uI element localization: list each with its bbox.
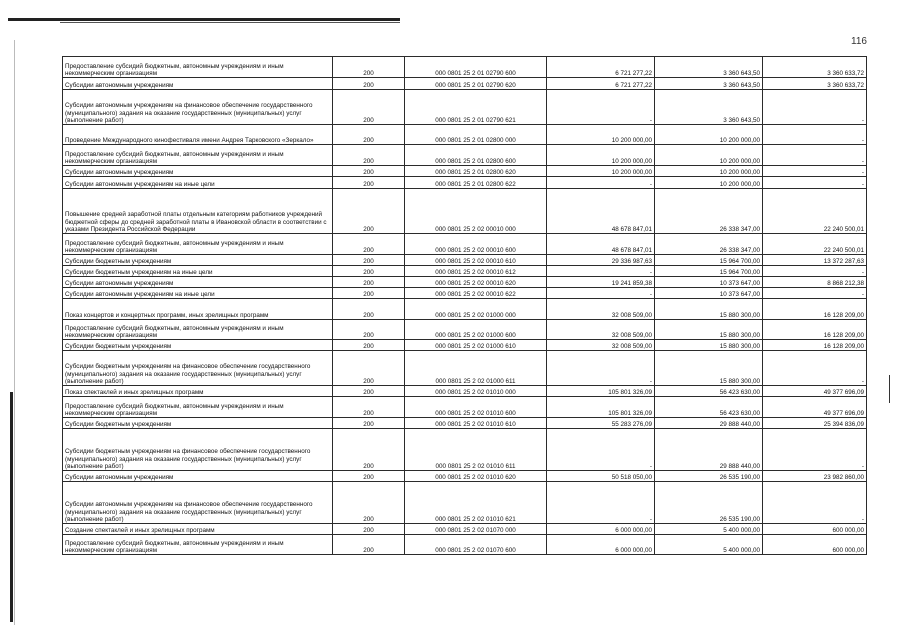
table-row <box>63 418 867 429</box>
row-name-cell: Субсидии автономным учреждениям <box>63 277 333 288</box>
row-kbk-cell: 000 0801 25 2 02 01010 610 <box>405 418 547 429</box>
row-amount-first-cell: 15 964 700,00 <box>655 266 763 277</box>
row-kbk-cell: 000 0801 25 2 01 02790 600 <box>405 57 547 78</box>
row-amount-second-cell: 22 240 500,01 <box>763 189 867 234</box>
row-amount-second-cell: - <box>763 266 867 277</box>
row-code-cell: 200 <box>333 471 405 482</box>
row-code-cell: 200 <box>333 482 405 524</box>
row-name-cell: Показ спектаклей и иных зрелищных программ <box>63 386 333 397</box>
row-kbk-cell: 000 0801 25 2 02 01000 600 <box>405 320 547 340</box>
row-amount-total-cell: 48 678 847,01 <box>547 234 655 255</box>
row-code-cell: 200 <box>333 90 405 125</box>
row-kbk-cell: 000 0801 25 2 02 01010 600 <box>405 397 547 418</box>
row-amount-total-cell: 10 200 000,00 <box>547 125 655 145</box>
row-amount-second-cell: 600 000,00 <box>763 535 867 555</box>
table-row <box>63 340 867 351</box>
table-row <box>63 524 867 535</box>
row-code-cell: 200 <box>333 234 405 255</box>
row-name-cell: Субсидии бюджетным учреждениям <box>63 418 333 429</box>
row-name-cell: Субсидии автономным учреждениям <box>63 166 333 177</box>
table-row <box>63 166 867 177</box>
table-row <box>63 57 867 78</box>
row-amount-total-cell: 55 283 276,09 <box>547 418 655 429</box>
row-amount-total-cell: 10 200 000,00 <box>547 145 655 166</box>
row-amount-first-cell: 10 373 647,00 <box>655 288 763 299</box>
row-amount-second-cell: 49 377 696,09 <box>763 386 867 397</box>
row-amount-second-cell: 13 372 287,63 <box>763 255 867 266</box>
table-row <box>63 429 867 471</box>
row-amount-first-cell: 10 200 000,00 <box>655 166 763 177</box>
row-amount-total-cell: 32 008 509,00 <box>547 320 655 340</box>
row-amount-first-cell: 26 338 347,00 <box>655 189 763 234</box>
row-amount-second-cell: 25 394 836,09 <box>763 418 867 429</box>
row-amount-total-cell: - <box>547 177 655 189</box>
row-code-cell: 200 <box>333 288 405 299</box>
row-name-cell: Показ концертов и концертных программ, иных зрелищных программ <box>63 299 333 320</box>
table-row <box>63 288 867 299</box>
row-kbk-cell: 000 0801 25 2 01 02800 622 <box>405 177 547 189</box>
row-name-cell: Субсидии бюджетным учреждениям <box>63 340 333 351</box>
row-amount-first-cell: 15 880 300,00 <box>655 320 763 340</box>
row-amount-second-cell: 8 868 212,38 <box>763 277 867 288</box>
row-code-cell: 200 <box>333 397 405 418</box>
row-amount-total-cell: 32 008 509,00 <box>547 299 655 320</box>
row-kbk-cell: 000 0801 25 2 02 00010 622 <box>405 288 547 299</box>
row-amount-first-cell: 56 423 630,00 <box>655 386 763 397</box>
row-amount-first-cell: 56 423 630,00 <box>655 397 763 418</box>
row-amount-second-cell: 16 128 209,00 <box>763 340 867 351</box>
table-row <box>63 471 867 482</box>
row-amount-second-cell: - <box>763 351 867 386</box>
row-code-cell: 200 <box>333 320 405 340</box>
row-code-cell: 200 <box>333 340 405 351</box>
row-amount-first-cell: 26 338 347,00 <box>655 234 763 255</box>
row-amount-second-cell: - <box>763 125 867 145</box>
row-name-cell: Предоставление субсидий бюджетным, автономным учреждениям и иным некоммерческим организациям <box>63 397 333 418</box>
row-amount-first-cell: 15 880 300,00 <box>655 340 763 351</box>
row-amount-first-cell: 10 200 000,00 <box>655 177 763 189</box>
row-name-cell: Субсидии автономным учреждениям на финансовое обеспечение государственного (муниципального) задания на оказание государственных (муниципальных) услуг (выполнение работ) <box>63 482 333 524</box>
row-amount-total-cell: 6 721 277,22 <box>547 78 655 90</box>
row-kbk-cell: 000 0801 25 2 02 01000 611 <box>405 351 547 386</box>
row-name-cell: Предоставление субсидий бюджетным, автономным учреждениям и иным некоммерческим организациям <box>63 57 333 78</box>
row-amount-second-cell: 49 377 696,09 <box>763 397 867 418</box>
row-name-cell: Предоставление субсидий бюджетным, автономным учреждениям и иным некоммерческим организациям <box>63 535 333 555</box>
row-code-cell: 200 <box>333 189 405 234</box>
row-amount-first-cell: 10 200 000,00 <box>655 125 763 145</box>
row-amount-second-cell: 3 360 633,72 <box>763 57 867 78</box>
row-amount-total-cell: 10 200 000,00 <box>547 166 655 177</box>
row-amount-total-cell: 19 241 859,38 <box>547 277 655 288</box>
row-name-cell: Создание спектаклей и иных зрелищных программ <box>63 524 333 535</box>
row-kbk-cell: 000 0801 25 2 02 01010 621 <box>405 482 547 524</box>
row-code-cell: 200 <box>333 386 405 397</box>
budget-table <box>62 56 867 555</box>
row-code-cell: 200 <box>333 535 405 555</box>
row-amount-first-cell: 15 880 300,00 <box>655 299 763 320</box>
row-amount-total-cell: - <box>547 429 655 471</box>
row-kbk-cell: 000 0801 25 2 02 00010 612 <box>405 266 547 277</box>
row-amount-total-cell: 6 000 000,00 <box>547 524 655 535</box>
row-amount-total-cell: 105 801 326,09 <box>547 397 655 418</box>
row-amount-second-cell: - <box>763 145 867 166</box>
table-row <box>63 189 867 234</box>
row-amount-first-cell: 3 360 643,50 <box>655 90 763 125</box>
row-amount-second-cell: 23 982 860,00 <box>763 471 867 482</box>
table-row <box>63 177 867 189</box>
row-kbk-cell: 000 0801 25 2 02 00010 000 <box>405 189 547 234</box>
row-amount-first-cell: 10 373 647,00 <box>655 277 763 288</box>
budget-table-body <box>63 57 867 555</box>
row-amount-total-cell: 29 336 987,63 <box>547 255 655 266</box>
row-amount-second-cell: 600 000,00 <box>763 524 867 535</box>
row-amount-total-cell: 105 801 326,09 <box>547 386 655 397</box>
row-name-cell: Предоставление субсидий бюджетным, автономным учреждениям и иным некоммерческим организациям <box>63 145 333 166</box>
table-row <box>63 234 867 255</box>
row-name-cell: Предоставление субсидий бюджетным, автономным учреждениям и иным некоммерческим организациям <box>63 234 333 255</box>
row-kbk-cell: 000 0801 25 2 02 01000 610 <box>405 340 547 351</box>
row-name-cell: Субсидии автономным учреждениям на финансовое обеспечение государственного (муниципального) задания на оказание государственных (муниципальных) услуг (выполнение работ) <box>63 90 333 125</box>
row-amount-total-cell: 50 518 050,00 <box>547 471 655 482</box>
row-code-cell: 200 <box>333 125 405 145</box>
row-amount-first-cell: 26 535 190,00 <box>655 471 763 482</box>
row-kbk-cell: 000 0801 25 2 02 01010 611 <box>405 429 547 471</box>
row-amount-first-cell: 26 535 190,00 <box>655 482 763 524</box>
row-code-cell: 200 <box>333 524 405 535</box>
left-margin-bar <box>10 392 13 622</box>
row-code-cell: 200 <box>333 255 405 266</box>
page-number: 116 <box>851 36 867 47</box>
row-kbk-cell: 000 0801 25 2 02 01010 620 <box>405 471 547 482</box>
row-kbk-cell: 000 0801 25 2 01 02790 620 <box>405 78 547 90</box>
row-amount-first-cell: 3 360 643,50 <box>655 78 763 90</box>
row-name-cell: Субсидии бюджетным учреждениям <box>63 255 333 266</box>
row-amount-first-cell: 5 400 000,00 <box>655 524 763 535</box>
row-amount-first-cell: 29 888 440,00 <box>655 429 763 471</box>
row-name-cell: Предоставление субсидий бюджетным, автономным учреждениям и иным некоммерческим организациям <box>63 320 333 340</box>
row-code-cell: 200 <box>333 145 405 166</box>
table-row <box>63 78 867 90</box>
row-amount-total-cell: 6 721 277,22 <box>547 57 655 78</box>
row-name-cell: Субсидии автономным учреждениям <box>63 471 333 482</box>
row-code-cell: 200 <box>333 266 405 277</box>
table-row <box>63 125 867 145</box>
row-amount-first-cell: 15 964 700,00 <box>655 255 763 266</box>
row-name-cell: Субсидии автономным учреждениям на иные цели <box>63 288 333 299</box>
row-name-cell: Субсидии автономным учреждениям на иные цели <box>63 177 333 189</box>
row-code-cell: 200 <box>333 277 405 288</box>
table-row <box>63 90 867 125</box>
row-amount-total-cell: 6 000 000,00 <box>547 535 655 555</box>
top-rule-thin <box>60 22 400 23</box>
row-kbk-cell: 000 0801 25 2 01 02800 000 <box>405 125 547 145</box>
row-amount-second-cell: 22 240 500,01 <box>763 234 867 255</box>
table-row <box>63 266 867 277</box>
table-row <box>63 386 867 397</box>
row-name-cell: Проведение Международного кинофестиваля имени Андрея Тарковского «Зеркало» <box>63 125 333 145</box>
row-amount-total-cell: 32 008 509,00 <box>547 340 655 351</box>
row-kbk-cell: 000 0801 25 2 02 00010 610 <box>405 255 547 266</box>
row-amount-second-cell: 16 128 209,00 <box>763 299 867 320</box>
row-kbk-cell: 000 0801 25 2 02 01070 000 <box>405 524 547 535</box>
row-amount-total-cell: - <box>547 90 655 125</box>
row-code-cell: 200 <box>333 351 405 386</box>
row-kbk-cell: 000 0801 25 2 02 01000 000 <box>405 299 547 320</box>
row-amount-total-cell: - <box>547 266 655 277</box>
row-amount-second-cell: 16 128 209,00 <box>763 320 867 340</box>
table-row <box>63 299 867 320</box>
row-code-cell: 200 <box>333 429 405 471</box>
row-code-cell: 200 <box>333 166 405 177</box>
table-row <box>63 351 867 386</box>
row-code-cell: 200 <box>333 177 405 189</box>
row-amount-second-cell: 3 360 633,72 <box>763 78 867 90</box>
row-amount-second-cell: - <box>763 177 867 189</box>
left-margin-line <box>14 40 15 625</box>
row-amount-total-cell: 48 678 847,01 <box>547 189 655 234</box>
row-name-cell: Субсидии автономным учреждениям <box>63 78 333 90</box>
row-amount-total-cell: - <box>547 482 655 524</box>
row-code-cell: 200 <box>333 418 405 429</box>
table-row <box>63 255 867 266</box>
row-code-cell: 200 <box>333 78 405 90</box>
row-amount-first-cell: 5 400 000,00 <box>655 535 763 555</box>
table-row <box>63 145 867 166</box>
top-rule <box>8 18 400 21</box>
row-name-cell: Повышение средней заработной платы отдельным категориям работников учреждений бюджетной сферы до средней заработной платы в Ивановской области в соответствии с указами Президента Российской Федерации <box>63 189 333 234</box>
table-row <box>63 535 867 555</box>
table-row <box>63 397 867 418</box>
table-row <box>63 482 867 524</box>
row-amount-second-cell: - <box>763 166 867 177</box>
row-amount-first-cell: 10 200 000,00 <box>655 145 763 166</box>
row-kbk-cell: 000 0801 25 2 01 02800 600 <box>405 145 547 166</box>
row-amount-first-cell: 29 888 440,00 <box>655 418 763 429</box>
row-amount-total-cell: - <box>547 288 655 299</box>
table-row <box>63 277 867 288</box>
row-name-cell: Субсидии бюджетным учреждениям на финансовое обеспечение государственного (муниципального) задания на оказание государственных (муниципальных) услуг (выполнение работ) <box>63 429 333 471</box>
row-amount-first-cell: 15 880 300,00 <box>655 351 763 386</box>
row-code-cell: 200 <box>333 299 405 320</box>
row-code-cell: 200 <box>333 57 405 78</box>
right-margin-mark <box>889 375 890 403</box>
row-name-cell: Субсидии бюджетным учреждениям на иные цели <box>63 266 333 277</box>
row-amount-second-cell: - <box>763 482 867 524</box>
row-kbk-cell: 000 0801 25 2 02 00010 600 <box>405 234 547 255</box>
row-kbk-cell: 000 0801 25 2 02 01070 600 <box>405 535 547 555</box>
row-amount-second-cell: - <box>763 288 867 299</box>
row-kbk-cell: 000 0801 25 2 01 02800 620 <box>405 166 547 177</box>
row-kbk-cell: 000 0801 25 2 02 00010 620 <box>405 277 547 288</box>
table-row <box>63 320 867 340</box>
row-amount-second-cell: - <box>763 429 867 471</box>
row-amount-first-cell: 3 360 643,50 <box>655 57 763 78</box>
row-kbk-cell: 000 0801 25 2 01 02790 621 <box>405 90 547 125</box>
row-kbk-cell: 000 0801 25 2 02 01010 000 <box>405 386 547 397</box>
row-amount-second-cell: - <box>763 90 867 125</box>
row-name-cell: Субсидии бюджетным учреждениям на финансовое обеспечение государственного (муниципального) задания на оказание государственных (муниципальных) услуг (выполнение работ) <box>63 351 333 386</box>
row-amount-total-cell: - <box>547 351 655 386</box>
